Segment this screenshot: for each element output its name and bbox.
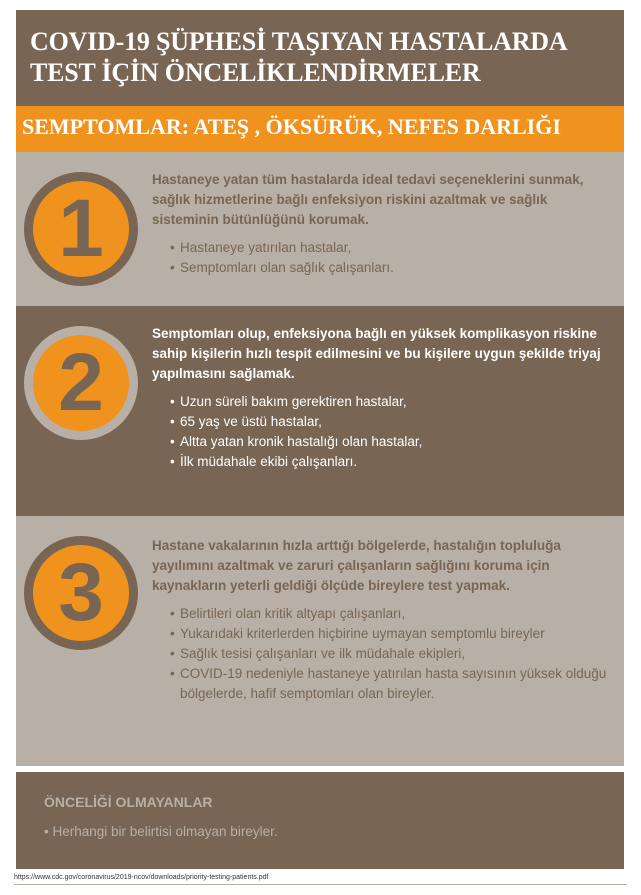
symptoms-title: SEMPTOMLAR: ATEŞ , ÖKSÜRÜK, NEFES DARLIĞI [22, 114, 561, 139]
bottom-divider [14, 884, 627, 885]
list-item: • Hastaneye yatırılan hastalar, [170, 238, 616, 258]
priority-section-1 [16, 152, 624, 306]
priority-number-2: 2 [58, 337, 104, 428]
list-item: • 65 yaş ve üstü hastalar, [170, 412, 616, 432]
priority-badge-1 [24, 172, 138, 286]
source-url: https://www.cdc.gov/coronavirus/2019-ncov/downloads/priority-testing-patients.pdf [14, 874, 269, 881]
non-priority-item-text: Herhangi bir belirtisi olmayan bireyler. [52, 824, 278, 839]
list-item: • Altta yatan kronik hastalığı olan hastalar, [170, 432, 616, 452]
non-priority-box [16, 772, 624, 869]
list-item: • COVID-19 nedeniyle hastaneye yatırılan hasta sayısının yüksek olduğu bölgelerde, hafif semptomları olan bireyler. [170, 664, 616, 704]
priority-lead-3: Hastane vakalarının hızla arttığı bölgelerde, hastalığın topluluğa yayılımını azaltmak ve zaruri çalışanların sağlığını koruma için kaynakların yeterli geldiği ölçüde bireylere test yapmak. [152, 538, 561, 593]
priority-badge-3 [24, 536, 138, 650]
list-item: • Yukarıdaki kriterlerden hiçbirine uymayan semptomlu bireyler [170, 624, 616, 644]
priority-number-3: 3 [58, 547, 104, 638]
non-priority-heading: ÖNCELİĞİ OLMAYANLAR [44, 794, 213, 810]
symptoms-banner [16, 106, 624, 152]
page-title-line-1: COVID-19 ŞÜPHESİ TAŞIYAN HASTALARDA [30, 27, 568, 56]
priority-number-1: 1 [58, 183, 104, 274]
priority-badge-2 [24, 326, 138, 440]
non-priority-item: • Herhangi bir belirtisi olmayan bireyler. [44, 824, 278, 839]
priority-list-3 [152, 604, 616, 704]
page-title-line-2: TEST İÇİN ÖNCELİKLENDİRMELER [30, 58, 481, 87]
priority-list-2 [152, 392, 616, 472]
list-item: • Uzun süreli bakım gerektiren hastalar, [170, 392, 616, 412]
list-item: • Semptomları olan sağlık çalışanları. [170, 258, 616, 278]
list-item: • Sağlık tesisi çalışanları ve ilk müdahale ekipleri, [170, 644, 616, 664]
priority-section-3 [16, 516, 624, 766]
priority-list-1 [152, 238, 616, 278]
infographic [16, 10, 624, 869]
list-item: • Belirtileri olan kritik altyapı çalışanları, [170, 604, 616, 624]
list-item: • İlk müdahale ekibi çalışanları. [170, 452, 616, 472]
priority-section-2 [16, 306, 624, 516]
priority-lead-1: Hastaneye yatan tüm hastalarda ideal tedavi seçeneklerini sunmak, sağlık hizmetlerine bağlı enfeksiyon riskini azaltmak ve sağlık sisteminin bütünlüğünü korumak. [152, 172, 584, 227]
header-banner [16, 10, 624, 106]
priority-lead-2: Semptomları olup, enfeksiyona bağlı en yüksek komplikasyon riskine sahip kişilerin hızlı tespit edilmesini ve bu kişilere uygun şekilde triyaj yapılmasını sağlamak. [152, 326, 601, 381]
